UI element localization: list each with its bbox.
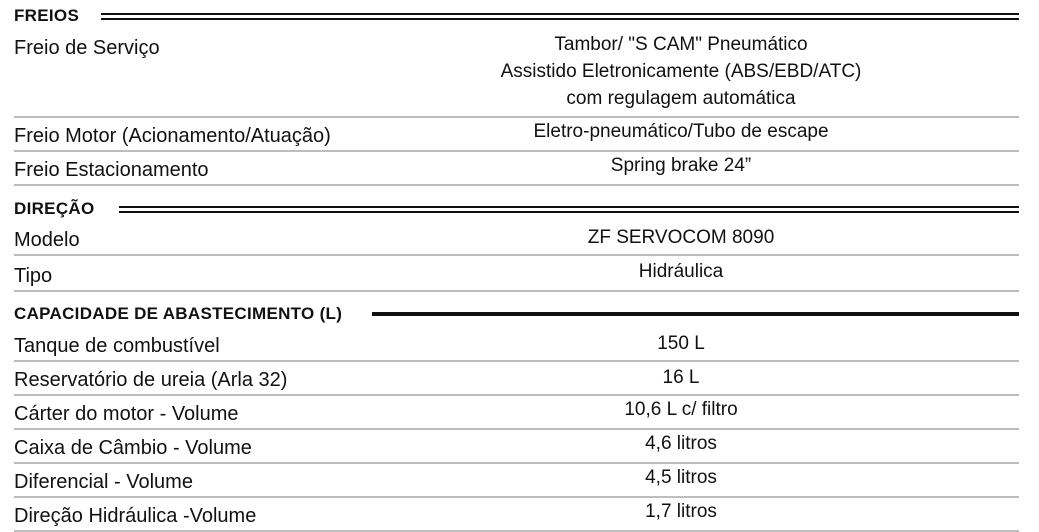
section-title: DIREÇÃO [14, 199, 95, 218]
section-header-freios [14, 4, 1019, 28]
spec-value [344, 152, 1018, 179]
spec-row-tanque [14, 328, 1019, 362]
spec-value [344, 258, 1018, 285]
spec-label: Diferencial - Volume [14, 471, 193, 493]
spec-row-tipo [14, 256, 1019, 292]
spec-value [344, 224, 1018, 251]
spec-value [344, 430, 1018, 457]
section-header-direcao [14, 197, 1019, 221]
spec-row-diferencial [14, 464, 1019, 498]
spec-label: Modelo [14, 229, 80, 251]
spec-value-line: 1,7 litros [645, 501, 717, 522]
spec-label: Freio Estacionamento [14, 159, 209, 181]
spec-row-ureia [14, 362, 1019, 396]
spec-row-modelo [14, 222, 1019, 256]
spec-value-line: Tambor/ "S CAM" Pneumático [554, 34, 808, 55]
spec-row-direcao-hidraulica [14, 498, 1019, 532]
spec-value [344, 396, 1018, 423]
spec-value-line: 150 L [657, 333, 705, 354]
spec-value [344, 31, 1018, 112]
spec-row-carter [14, 396, 1019, 430]
spec-value-line: 16 L [662, 367, 700, 388]
spec-label: Tanque de combustível [14, 335, 220, 357]
spec-value-line: 4,6 litros [645, 433, 717, 454]
spec-label: Reservatório de ureia (Arla 32) [14, 369, 288, 391]
spec-row-freio-servico [14, 28, 1019, 118]
spec-value-line: ZF SERVOCOM 8090 [587, 227, 775, 248]
spec-value [344, 330, 1018, 357]
spec-label: Freio de Serviço [14, 37, 160, 59]
spec-value-line: Spring brake 24” [610, 155, 752, 176]
spec-label: Caixa de Câmbio - Volume [14, 437, 252, 459]
spec-value-line: 10,6 L c/ filtro [624, 399, 738, 420]
spec-label: Cárter do motor - Volume [14, 403, 239, 425]
section-divider [101, 13, 1019, 20]
spec-value-line: com regulagem automática [566, 88, 796, 109]
spec-value-line: Eletro-pneumático/Tubo de escape [533, 121, 829, 142]
section-divider [119, 206, 1020, 213]
spec-value-line: Assistido Eletronicamente (ABS/EBD/ATC) [500, 61, 862, 82]
spec-value-line: 4,5 litros [645, 467, 717, 488]
spec-label: Direção Hidráulica -Volume [14, 505, 257, 527]
spec-value [344, 118, 1018, 145]
spec-label: Freio Motor (Acionamento/Atuação) [14, 125, 331, 147]
spec-label: Tipo [14, 265, 53, 287]
section-title: CAPACIDADE DE ABASTECIMENTO (L) [14, 304, 343, 323]
section-title: FREIOS [14, 6, 80, 25]
spec-row-freio-estacionamento [14, 152, 1019, 186]
spec-row-cambio [14, 430, 1019, 464]
section-header-capacidade [14, 302, 1019, 326]
spec-row-freio-motor [14, 118, 1019, 152]
spec-value [344, 464, 1018, 491]
spec-value-line: Hidráulica [638, 261, 724, 282]
spec-value [344, 364, 1018, 391]
section-divider [372, 312, 1019, 316]
spec-value [344, 498, 1018, 525]
